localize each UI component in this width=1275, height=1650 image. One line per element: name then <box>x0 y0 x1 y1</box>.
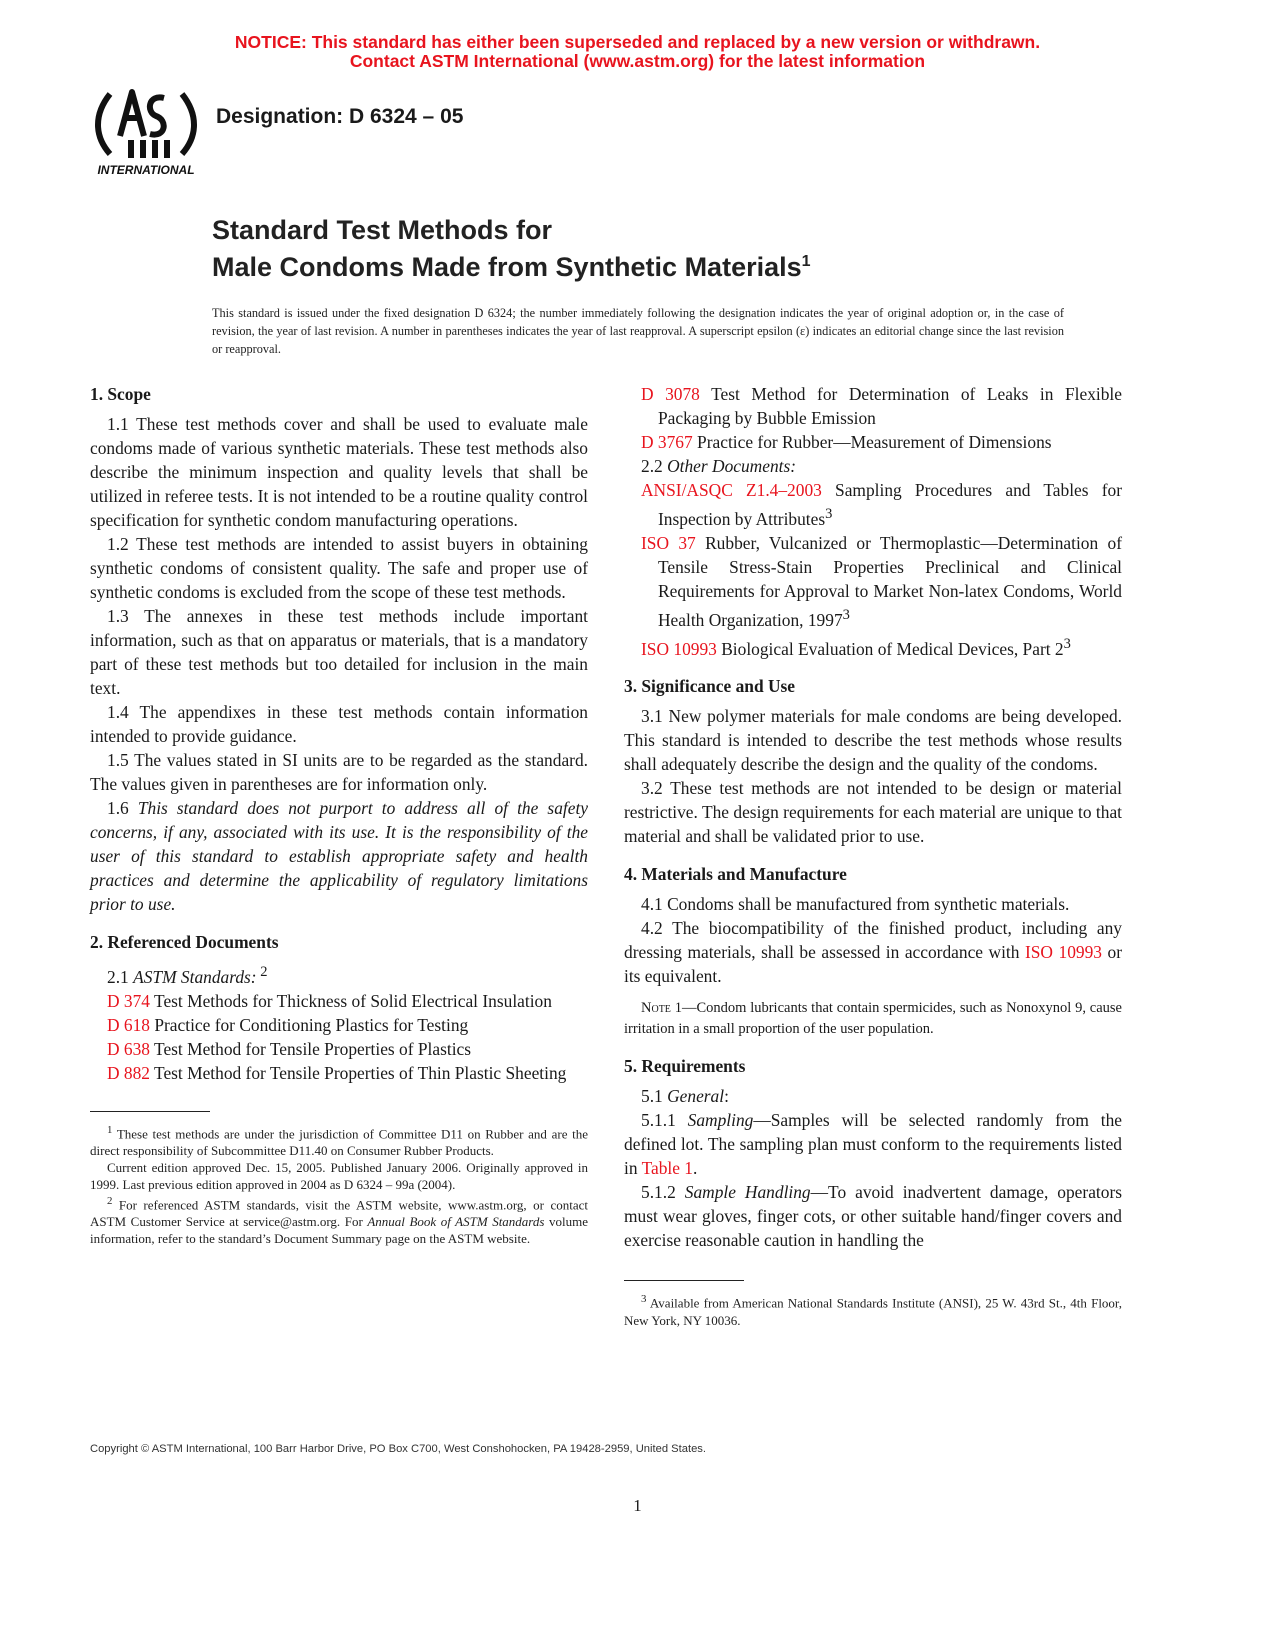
paragraph-2-2 <box>624 454 1122 478</box>
document-title <box>212 215 811 283</box>
paragraph-1-1: 1.1 These test methods cover and shall be used to evaluate male condoms made of various synthetic materials. These test methods also describe the minimum inspection and quality levels that shall be utilized in referee tests. It is not intended to be a routine quality control specification for synthetic condom manufacturing operations. <box>90 414 588 530</box>
paragraph-1-4: 1.4 The appendixes in these test methods contain information intended to provide guidance. <box>90 702 588 746</box>
paragraph-5-1-1 <box>624 1108 1122 1180</box>
footnote-marker: 3 <box>641 1293 647 1306</box>
general-label: General <box>667 1086 725 1107</box>
reference-title: Test Method for Determination of Leaks in Flexible Packaging by Bubble Emission <box>658 384 1122 428</box>
reference-link[interactable]: D 3078 <box>641 384 700 404</box>
page-number: 1 <box>633 1496 642 1515</box>
reference-title: Practice for Rubber—Measurement of Dimensions <box>692 432 1052 452</box>
footnote-marker: 1 <box>107 1123 113 1136</box>
reference-iso-37 <box>641 531 1122 632</box>
section-4-heading: 4. Materials and Manufacture <box>624 864 847 885</box>
right-footnotes <box>624 1291 1122 1328</box>
footnote-text: Available from American National Standards Institute (ANSI), 25 W. 43rd St., 4th Floor, New York, NY 10036. <box>624 1295 1122 1328</box>
withdrawal-notice <box>0 33 1275 71</box>
paragraph-text: or its equivalent. <box>624 942 1122 987</box>
reference-link[interactable]: ANSI/ASQC Z1.4–2003 <box>641 480 822 500</box>
sample-handling-label: Sample Handling <box>684 1182 811 1203</box>
paragraph-text: . <box>692 1158 698 1179</box>
reference-title: Sampling Procedures and Tables for Inspection by Attributes <box>658 480 1122 529</box>
footnote-ref[interactable]: 3 <box>842 606 850 623</box>
paragraph-4-2 <box>624 916 1122 988</box>
astm-standards-label: ASTM Standards: <box>133 966 257 987</box>
footnote-ref[interactable]: 3 <box>825 506 833 522</box>
footnote-text: For referenced ASTM standards, visit the ASTM website, www.astm.org, or contact ASTM Customer Service at service@astm.org. For <box>90 1197 588 1230</box>
paragraph-number: 2.1 <box>107 966 134 987</box>
reference-title: Rubber, Vulcanized or Thermoplastic—Determination of Tensile Stress-Stain Properties Preclinical and Clinical Requirements for Approval to Market Non-latex Condoms, World Health Organization, 1997 <box>658 532 1122 630</box>
reference-ansi-asqc <box>641 478 1122 531</box>
paragraph-number: 5.1.1 <box>641 1110 688 1131</box>
footnote-divider <box>624 1280 744 1281</box>
footnote-ref[interactable]: 2 <box>256 964 268 980</box>
section-5-heading: 5. Requirements <box>624 1056 746 1077</box>
paragraph-5-1 <box>624 1084 1122 1108</box>
copyright-line: Copyright © ASTM International, 100 Barr Harbor Drive, PO Box C700, West Conshohocken, PA 19428-2959, United States. <box>90 1443 706 1455</box>
paragraph-5-1-2 <box>624 1180 1122 1252</box>
paragraph-text: —To avoid inadvertent damage, operators must wear gloves, finger cots, or other suitable hand/finger covers and exercise reasonable caution in handling the <box>624 1182 1123 1251</box>
reference-link[interactable]: D 618 <box>107 1014 150 1035</box>
title-line-2: Male Condoms Made from Synthetic Materials <box>212 252 802 282</box>
reference-link[interactable]: D 638 <box>107 1038 150 1059</box>
astm-logo-icon <box>90 84 202 180</box>
paragraph-4-1: 4.1 Condoms shall be manufactured from synthetic materials. <box>641 894 1070 915</box>
note-label: Note <box>641 1000 671 1017</box>
reference-d638 <box>107 1037 588 1061</box>
footnote-2 <box>90 1193 588 1247</box>
paragraph-2-1 <box>90 960 588 989</box>
iso-10993-link[interactable]: ISO 10993 <box>1024 942 1102 963</box>
section-2-heading: 2. Referenced Documents <box>90 932 279 952</box>
paragraph-number: 2.2 <box>641 456 668 476</box>
sampling-label: Sampling <box>687 1110 754 1131</box>
logo-text: INTERNATIONAL <box>97 163 195 177</box>
reference-title: Practice for Conditioning Plastics for Testing <box>150 1014 469 1035</box>
footnote-1 <box>90 1122 588 1159</box>
reference-title: Test Method for Tensile Properties of Plastics <box>150 1038 472 1059</box>
designation: Designation: D 6324 – 05 <box>216 105 464 128</box>
paragraph-3-1: 3.1 New polymer materials for male condoms are being developed. This standard is intended to describe the test methods whose results shall adequately describe the design and the quality of the condoms. <box>624 706 1122 775</box>
reference-d3767 <box>641 430 1122 454</box>
reference-iso-10993 <box>641 632 1122 661</box>
issuance-note: This standard is issued under the fixed designation D 6324; the number immediately following the designation indicates the year of original adoption or, in the case of revision, the year of last revision. A number in parentheses indicates the year of last reapproval. A superscript epsilon (ε) indicates an editorial change since the last revision or reapproval. <box>212 306 1064 356</box>
paragraph-1-2: 1.2 These test methods are intended to assist buyers in obtaining synthetic condoms of consistent quality. The safe and proper use of synthetic condoms is excluded from the scope of these test methods. <box>90 534 588 602</box>
reference-link[interactable]: ISO 10993 <box>641 638 717 659</box>
reference-link[interactable]: D 3767 <box>641 432 693 452</box>
reference-d3078 <box>641 382 1122 430</box>
other-documents-label: Other Documents: <box>667 456 797 476</box>
footnote-1b: Current edition approved Dec. 15, 2005. Published January 2006. Originally approved in 1999. Last previous edition approved in 2004 as D 6324 – 99a (2004). <box>90 1160 588 1193</box>
section-3-heading: 3. Significance and Use <box>624 676 796 697</box>
reference-d374 <box>107 989 588 1013</box>
paragraph-number: 1.6 <box>107 798 138 818</box>
section-1-heading: 1. Scope <box>90 384 151 404</box>
paragraph-1-6 <box>90 796 588 916</box>
paragraph-number: 5.1.2 <box>641 1182 685 1203</box>
footnote-italic: Annual Book of ASTM Standards <box>367 1214 545 1230</box>
reference-d618 <box>107 1013 588 1037</box>
left-column <box>90 382 588 1247</box>
reference-title: Biological Evaluation of Medical Devices, Part 2 <box>716 638 1064 659</box>
footnote-text: These test methods are under the jurisdiction of Committee D11 on Rubber and are the direct responsibility of Subcommittee D11.40 on Consumer Rubber Products. <box>90 1126 588 1159</box>
note-1 <box>624 998 1122 1040</box>
reference-link[interactable]: D 882 <box>107 1062 150 1083</box>
notice-line-2: Contact ASTM International (www.astm.org) for the latest information <box>349 51 926 71</box>
paragraph-text: —Samples will be selected randomly from the defined lot. The sampling plan must conform to the requirements listed in <box>624 1110 1122 1179</box>
footnote-ref[interactable]: 3 <box>1063 635 1071 652</box>
reference-d882 <box>107 1061 588 1085</box>
reference-title: Test Method for Tensile Properties of Thin Plastic Sheeting <box>150 1062 567 1083</box>
paragraph-1-3: 1.3 The annexes in these test methods include important information, such as that on apparatus or materials, that is a mandatory part of these test methods but too detailed for inclusion in the main text. <box>90 606 588 698</box>
title-footnote-ref[interactable]: 1 <box>801 253 811 270</box>
safety-statement: This standard does not purport to address all of the safety concerns, if any, associated with its use. It is the responsibility of the user of this standard to establish appropriate safety and health practices and determine the applicability of regulatory limitations prior to use. <box>90 798 588 914</box>
table-1-link[interactable]: Table 1 <box>641 1158 693 1179</box>
notice-line-1: NOTICE: This standard has either been superseded and replaced by a new version or withdrawn. <box>234 32 1041 52</box>
left-footnotes <box>90 1122 588 1248</box>
paragraph-number: 5.1 <box>641 1086 668 1107</box>
footnote-text: volume information, refer to the standard’s Document Summary page on the ASTM website. <box>90 1214 588 1247</box>
footnote-divider <box>90 1111 210 1112</box>
footnote-marker: 2 <box>107 1195 113 1208</box>
note-text: 1—Condom lubricants that contain spermicides, such as Nonoxynol 9, cause irritation in a small proportion of the user population. <box>624 1000 1122 1038</box>
title-line-1: Standard Test Methods for <box>212 215 553 245</box>
footnote-3 <box>624 1291 1122 1328</box>
reference-title: Test Methods for Thickness of Solid Electrical Insulation <box>150 990 552 1011</box>
paragraph-3-2: 3.2 These test methods are not intended to be design or material restrictive. The design requirements for each material are unique to that material and shall be validated prior to use. <box>624 778 1122 847</box>
reference-link[interactable]: D 374 <box>107 990 150 1011</box>
reference-link[interactable]: ISO 37 <box>641 532 696 553</box>
paragraph-1-5: 1.5 The values stated in SI units are to be regarded as the standard. The values given in parentheses are for information only. <box>90 750 588 794</box>
paragraph-text: 4.2 The biocompatibility of the finished product, including any dressing materials, shall be assessed in accordance with <box>624 918 1122 963</box>
colon: : <box>724 1086 729 1107</box>
right-column <box>624 382 1122 1329</box>
